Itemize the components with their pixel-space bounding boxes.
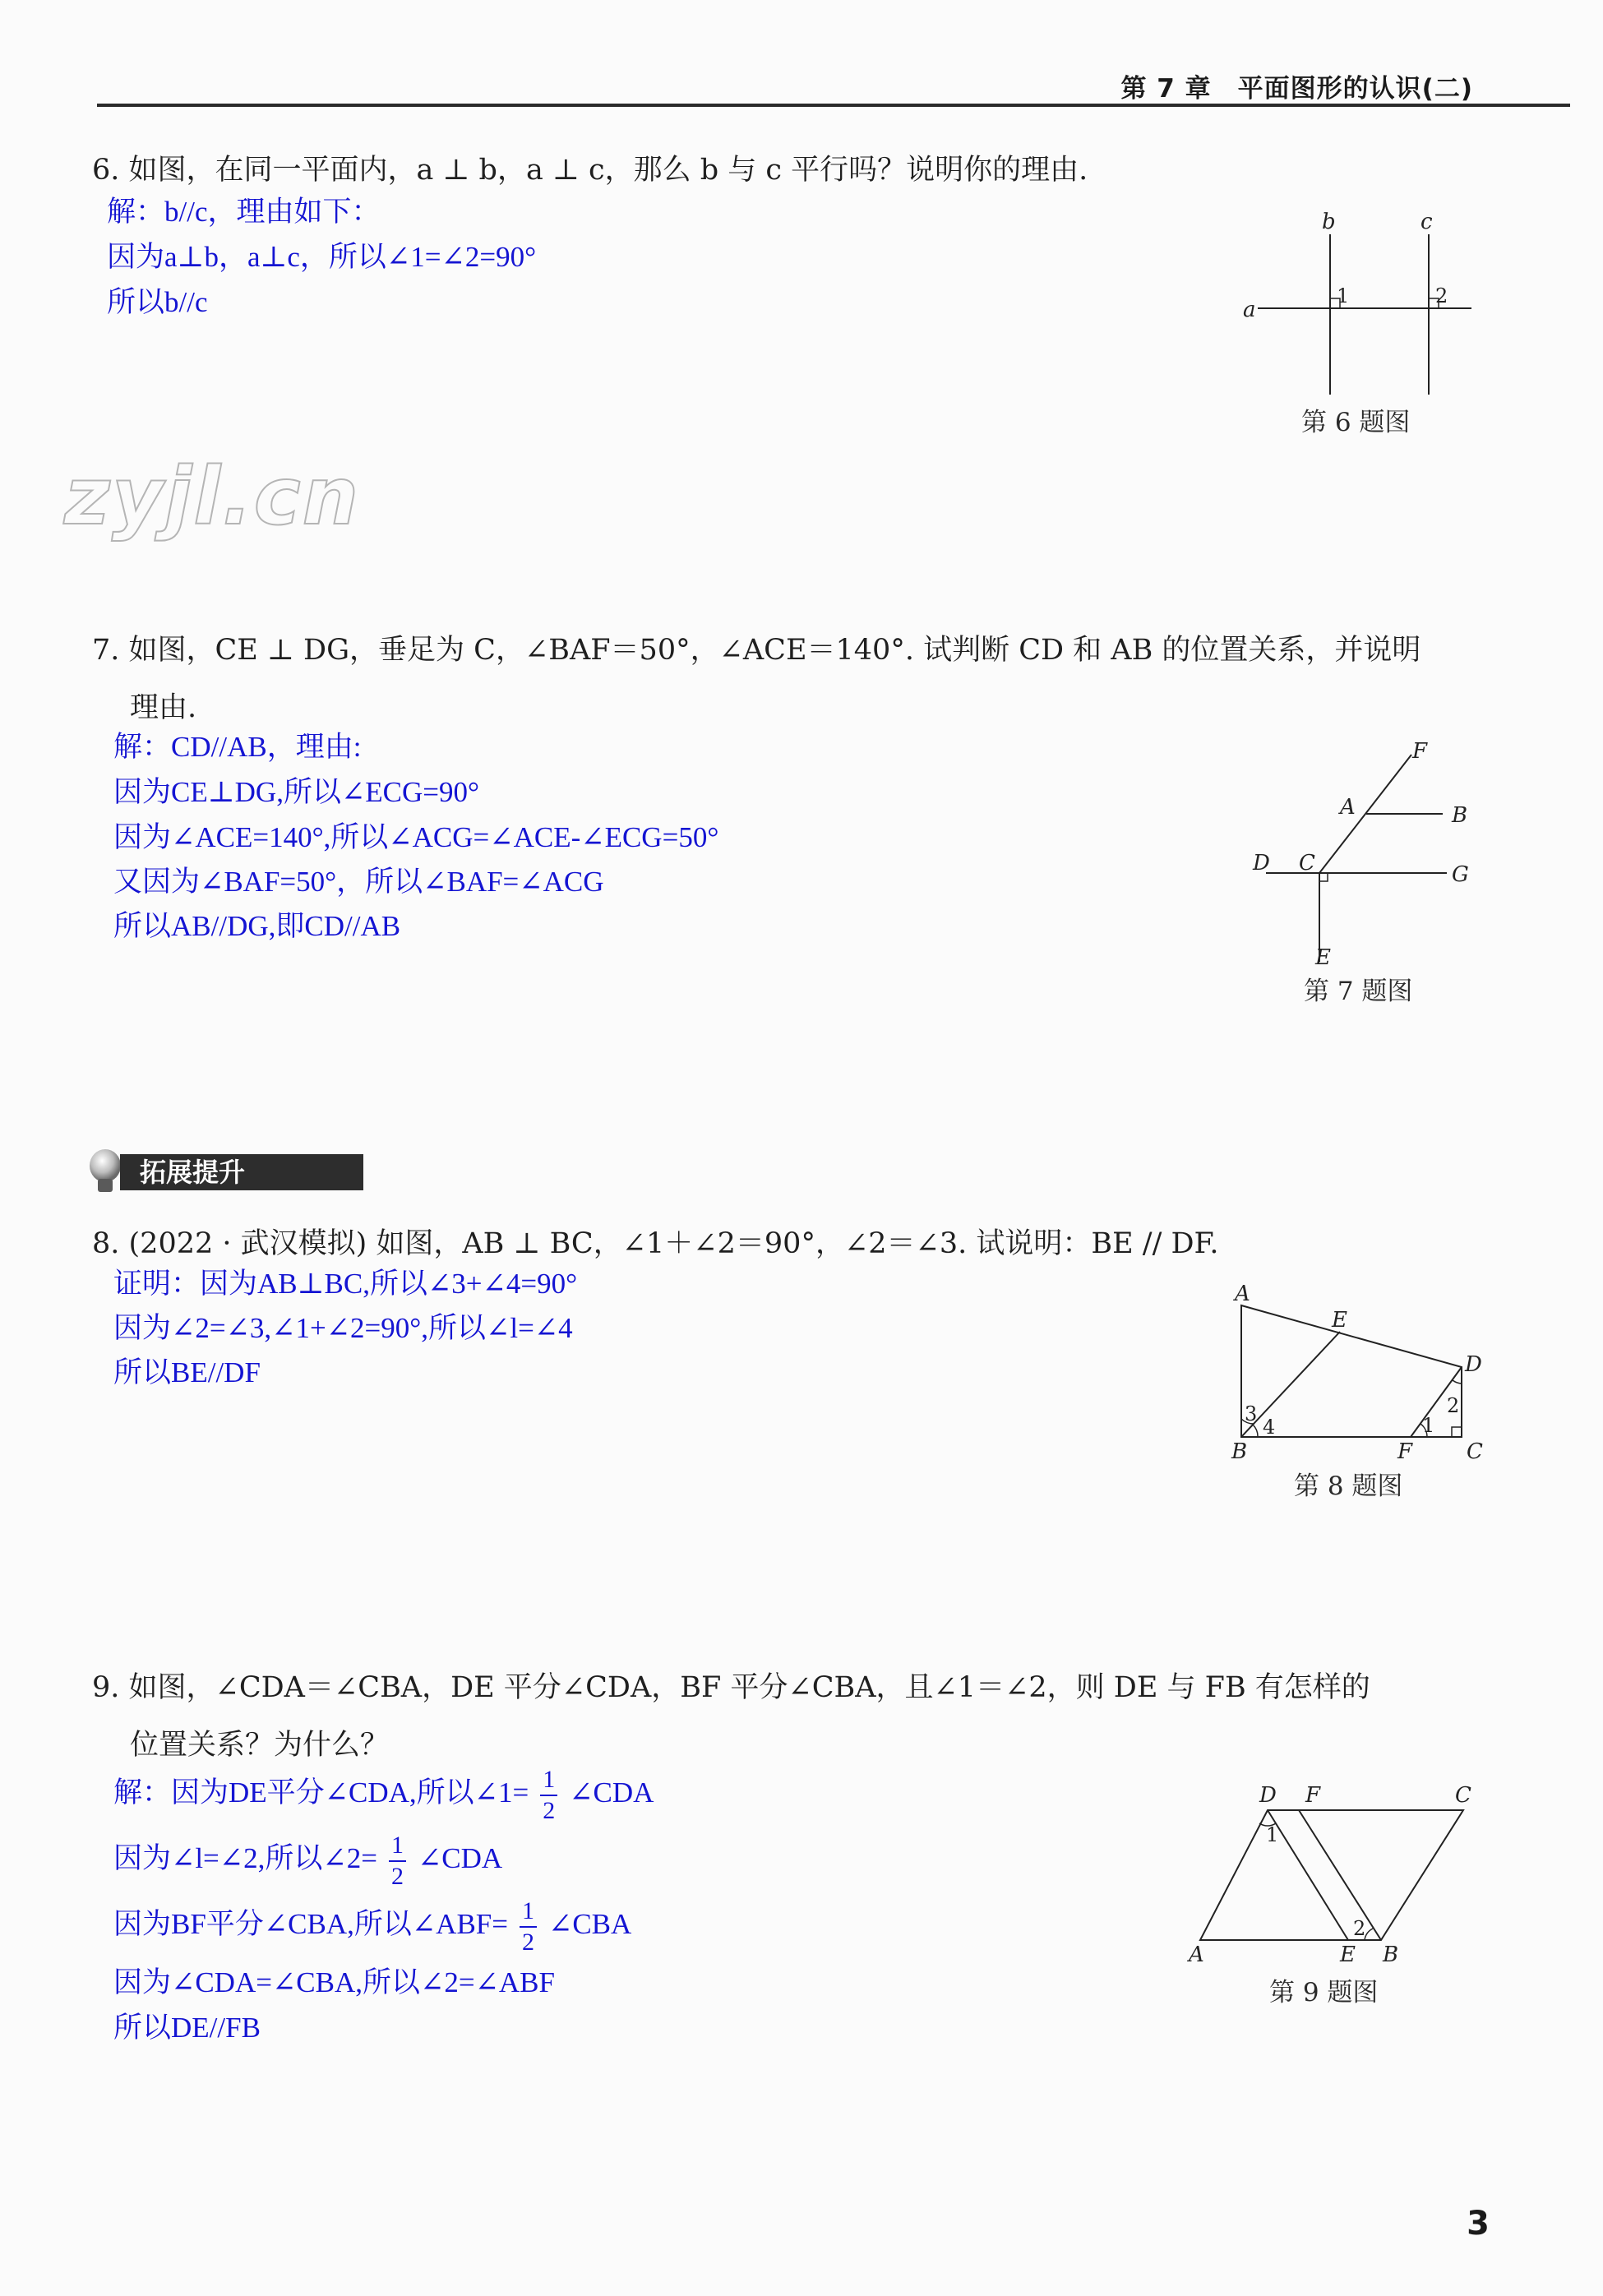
label-F: F: [1305, 1783, 1321, 1808]
label-C: C: [1299, 851, 1315, 875]
frac-den: 2: [390, 1863, 404, 1890]
right-angle-mark-C: [1452, 1427, 1462, 1437]
q8-answer-line-2: 因为∠2=∠3,∠1+∠2=90°,所以∠l=∠4: [113, 1312, 573, 1344]
label-C: C: [1467, 1439, 1483, 1464]
label-G: G: [1452, 862, 1469, 887]
q9-answer-line-3: [113, 1899, 631, 1955]
q9-answer-2-pre: 因为∠l=∠2,所以∠2=: [113, 1842, 377, 1875]
lightbulb-icon: [89, 1148, 123, 1195]
label-F: F: [1397, 1439, 1413, 1464]
frac-den: 2: [522, 1929, 535, 1956]
label-E: E: [1340, 1943, 1356, 1967]
label-A: A: [1235, 1282, 1250, 1306]
q9-answer-2-post: ∠CDA: [417, 1842, 503, 1875]
label-B: B: [1231, 1439, 1248, 1464]
label-a: a: [1243, 298, 1256, 322]
q6-text: 6. 如图，在同一平面内，a ⊥ b，a ⊥ c，那么 b 与 c 平行吗？说明你的理由.: [92, 154, 1088, 187]
q7-answer-line-1: 解：CD//AB，理由:: [113, 731, 362, 763]
label-A: A: [1189, 1943, 1204, 1967]
label-2: 2: [1447, 1394, 1460, 1417]
frac-num: 1: [520, 1899, 537, 1928]
q8-answer-line-3: 所以BE//DF: [113, 1356, 261, 1388]
label-2: 2: [1353, 1917, 1366, 1940]
header-rule: [97, 104, 1570, 107]
frac-num: 1: [389, 1833, 406, 1862]
label-1: 1: [1422, 1414, 1435, 1437]
q7-answer-line-3: 因为∠ACE=140°,所以∠ACG=∠ACE-∠ECG=50°: [113, 821, 719, 853]
parallelogram-ABCD: [1200, 1810, 1463, 1940]
arc-angle-2: [1365, 1929, 1373, 1940]
label-3: 3: [1245, 1402, 1258, 1425]
fraction-half: [540, 1767, 557, 1823]
label-b: b: [1322, 210, 1336, 234]
q9-answer-line-2: [113, 1833, 502, 1889]
q9-answer-3-post: ∠CBA: [548, 1908, 632, 1941]
label-A: A: [1340, 795, 1356, 820]
q7-answer-line-5: 所以AB//DG,即CD//AB: [113, 910, 401, 942]
line-FB: [1299, 1810, 1381, 1940]
q9-figure: [1184, 1776, 1488, 1973]
label-B: B: [1452, 803, 1468, 828]
arc-angle-2: [1453, 1380, 1462, 1384]
q6-answer-line-2: 因为a⊥b，a⊥c，所以∠1=∠2=90°: [107, 241, 537, 273]
page-number: 3: [1467, 2205, 1490, 2243]
q8-figure: [1225, 1273, 1496, 1474]
q8-figure-caption: 第 8 题图: [1294, 1471, 1403, 1501]
label-D: D: [1465, 1352, 1482, 1377]
label-D: D: [1253, 851, 1270, 875]
label-angle-2: 2: [1435, 284, 1448, 307]
right-angle-mark: [1319, 873, 1328, 881]
label-D: D: [1259, 1783, 1277, 1808]
q6-figure: [1225, 206, 1488, 403]
q7-answer-line-4: 又因为∠BAF=50°，所以∠BAF=∠ACG: [113, 866, 604, 898]
line-DE: [1268, 1810, 1348, 1940]
q9-answer-line-5: 所以DE//FB: [113, 2012, 261, 2044]
q9-answer-1-post: ∠CDA: [569, 1776, 654, 1809]
q9-answer-3-pre: 因为BF平分∠CBA,所以∠ABF=: [113, 1908, 509, 1941]
fraction-half: [389, 1833, 406, 1889]
q9-text-line-2: 位置关系？为什么？: [130, 1729, 390, 1762]
q9-figure-caption: 第 9 题图: [1269, 1978, 1379, 2007]
q7-text-line-1: 7. 如图，CE ⊥ DG，垂足为 C，∠BAF＝50°，∠ACE＝140°. 试判断 CD 和 AB 的位置关系，并说明: [92, 634, 1421, 667]
q6-answer-line-1: 解：b//c，理由如下：: [107, 196, 381, 228]
fraction-half: [520, 1899, 537, 1955]
label-E: E: [1332, 1308, 1347, 1333]
q6-figure-caption: 第 6 题图: [1301, 408, 1411, 437]
label-E: E: [1315, 945, 1331, 970]
q7-text-line-2: 理由.: [130, 691, 197, 724]
q9-text-line-1: 9. 如图，∠CDA＝∠CBA，DE 平分∠CDA，BF 平分∠CBA，且∠1＝∠2，则 DE 与 FB 有怎样的: [92, 1671, 1370, 1704]
q7-figure-caption: 第 7 题图: [1304, 977, 1413, 1006]
watermark: zyjl.cn: [64, 450, 360, 543]
frac-num: 1: [540, 1767, 557, 1796]
q6-answer-line-3: 所以b//c: [107, 286, 208, 318]
label-4: 4: [1263, 1416, 1276, 1439]
q7-answer-line-2: 因为CE⊥DG,所以∠ECG=90°: [113, 776, 480, 808]
q8-answer-line-1: 证明：因为AB⊥BC,所以∠3+∠4=90°: [113, 1268, 578, 1300]
label-1: 1: [1266, 1823, 1279, 1846]
chapter-title: 第 7 章 平面图形的认识(二): [1120, 74, 1473, 104]
label-B: B: [1383, 1943, 1399, 1967]
label-F: F: [1412, 740, 1428, 764]
q9-answer-line-1: [113, 1767, 654, 1823]
q9-answer-1-pre: 解：因为DE平分∠CDA,所以∠1=: [113, 1776, 529, 1809]
q8-text: 8. (2022 · 武汉模拟) 如图，AB ⊥ BC，∠1＋∠2＝90°，∠2＝∠3. 试说明：BE // DF.: [92, 1227, 1219, 1260]
section-label: 拓展提升: [120, 1154, 363, 1190]
q7-figure: [1241, 740, 1513, 978]
arc-angle-4: [1253, 1425, 1258, 1437]
q9-answer-line-4: 因为∠CDA=∠CBA,所以∠2=∠ABF: [113, 1966, 555, 1998]
frac-den: 2: [543, 1797, 556, 1824]
label-angle-1: 1: [1337, 284, 1350, 307]
label-c: c: [1421, 210, 1433, 234]
label-C: C: [1455, 1783, 1471, 1808]
